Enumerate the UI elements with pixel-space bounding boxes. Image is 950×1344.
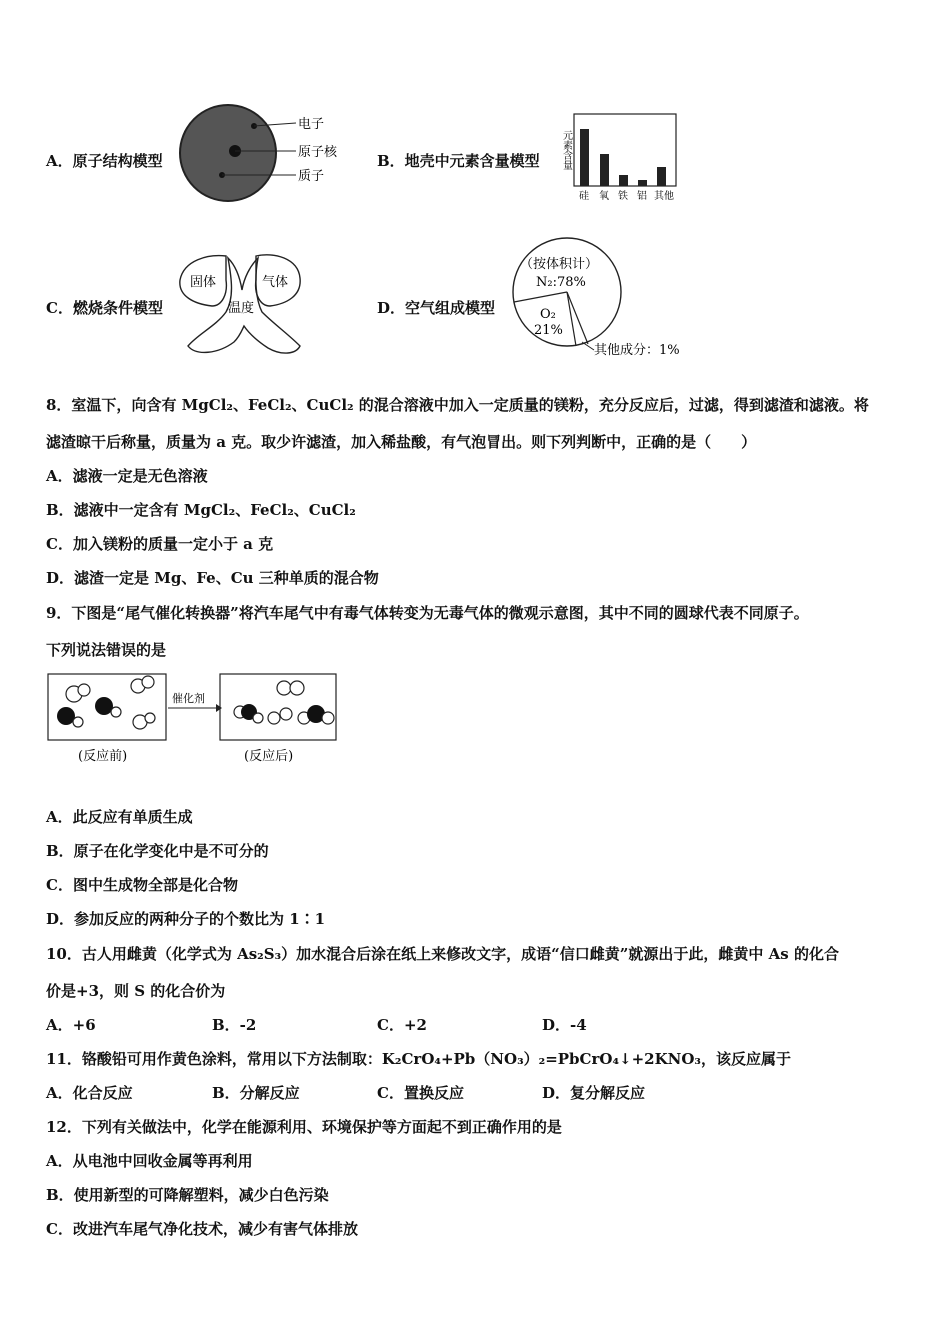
bar-o — [600, 154, 609, 186]
q8-option-b: B．滤液中一定含有 MgCl₂、FeCl₂、CuCl₂ — [46, 501, 356, 519]
tick-other: 其他 — [654, 191, 674, 202]
q7-option-d: D．空气组成模型 — [377, 299, 496, 317]
q10-stem-line2: 价是+3，则 S 的化合价为 — [46, 982, 226, 1000]
catalyst-label: 催化剂 — [172, 692, 205, 705]
tick-o: 氧 — [599, 191, 609, 202]
bar-al — [638, 180, 647, 186]
q10-option-a: A．+6 — [46, 1016, 96, 1034]
q9-option-c: C．图中生成物全部是化合物 — [46, 876, 238, 894]
q7-option-b: B．地壳中元素含量模型 — [377, 152, 540, 170]
q8-option-d: D．滤渣一定是 Mg、Fe、Cu 三种单质的混合物 — [46, 569, 379, 587]
q12-stem: 12．下列有关做法中，化学在能源利用、环境保护等方面起不到正确作用的是 — [46, 1118, 562, 1136]
crust-element-chart — [556, 112, 682, 204]
bar-fe — [619, 175, 628, 186]
q9-stem-line2: 下列说法错误的是 — [46, 641, 167, 659]
bar-other — [657, 167, 666, 186]
tick-al: 铝 — [637, 191, 647, 202]
chart-ylabel: 元素含量 — [560, 130, 572, 170]
pie-other: 其他成分：1% — [594, 343, 680, 358]
q11-option-b: B．分解反应 — [212, 1084, 300, 1102]
q8-option-a: A．滤液一定是无色溶液 — [46, 467, 208, 485]
q11-option-d: D．复分解反应 — [542, 1084, 646, 1102]
q10-option-d: D．-4 — [542, 1016, 587, 1034]
bar-si — [580, 129, 589, 186]
after-label: (反应后) — [244, 749, 294, 764]
combustion-condition-diagram — [178, 250, 310, 360]
q8-option-c: C．加入镁粉的质量一定小于 a 克 — [46, 535, 274, 553]
pie-title: （按体积计） — [520, 257, 599, 272]
q10-option-b: B．-2 — [212, 1016, 257, 1034]
q12-option-a: A．从电池中回收金属等再利用 — [46, 1152, 253, 1170]
tick-fe: 铁 — [618, 191, 628, 202]
q9-option-b: B．原子在化学变化中是不可分的 — [46, 842, 269, 860]
q12-option-c: C．改进汽车尾气净化技术，减少有害气体排放 — [46, 1220, 358, 1238]
atom-sphere — [180, 105, 276, 201]
catalytic-converter-diagram — [44, 670, 344, 770]
tick-si: 硅 — [579, 191, 589, 202]
label-proton: 质子 — [298, 169, 325, 184]
label-temperature: 温度 — [228, 301, 255, 316]
atom-structure-diagram — [178, 102, 358, 204]
q9-option-d: D．参加反应的两种分子的个数比为 1∶1 — [46, 910, 326, 928]
q7-option-c: C．燃烧条件模型 — [46, 299, 163, 317]
air-composition-pie — [512, 236, 698, 362]
q12-option-b: B．使用新型的可降解塑料，减少白色污染 — [46, 1186, 329, 1204]
q7-option-a: A．原子结构模型 — [46, 152, 163, 170]
q11-stem: 11．铬酸铅可用作黄色涂料，常用以下方法制取：K₂CrO₄+Pb（NO₃）₂=PbCrO₄↓+2KNO₃，该反应属于 — [46, 1050, 791, 1068]
q9-option-a: A．此反应有单质生成 — [46, 808, 193, 826]
q10-stem-line1: 10．古人用雌黄（化学式为 As₂S₃）加水混合后涂在纸上来修改文字，成语“信口雌黄”就源出于此，雌黄中 As 的化合 — [46, 945, 839, 963]
q9-stem-line1: 9．下图是“尾气催化转换器”将汽车尾气中有毒气体转变为无毒气体的微观示意图，其中不同的圆球代表不同原子。 — [46, 604, 809, 622]
q8-stem-line2: 滤渣晾干后称量，质量为 a 克。取少许滤渣，加入稀盐酸，有气泡冒出。则下列判断中，正确的是（ ） — [46, 433, 757, 451]
q11-option-c: C．置换反应 — [377, 1084, 464, 1102]
q10-option-c: C．+2 — [377, 1016, 427, 1034]
pie-n2: N₂:78% — [536, 275, 586, 290]
label-gas: 气体 — [262, 275, 289, 290]
label-electron: 电子 — [298, 117, 325, 132]
label-solid: 固体 — [190, 275, 217, 290]
pie-o2-pct: 21% — [534, 323, 563, 338]
before-label: (反应前) — [78, 749, 128, 764]
q11-option-a: A．化合反应 — [46, 1084, 133, 1102]
label-nucleus: 原子核 — [298, 145, 338, 160]
q8-stem-line1: 8．室温下，向含有 MgCl₂、FeCl₂、CuCl₂ 的混合溶液中加入一定质量的镁粉，充分反应后，过滤，得到滤渣和滤液。将 — [46, 396, 869, 414]
pie-o2: O₂ — [540, 307, 556, 322]
